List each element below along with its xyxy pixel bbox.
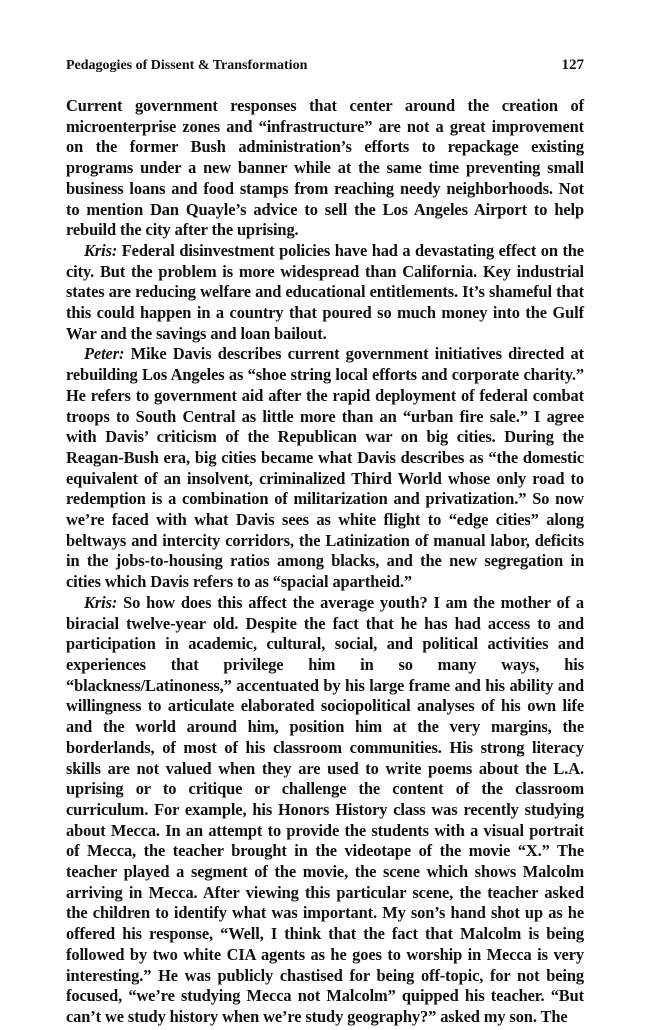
running-title: Pedagogies of Dissent & Transformation bbox=[66, 58, 308, 73]
body-text bbox=[66, 96, 584, 1028]
paragraph bbox=[66, 96, 584, 241]
speaker-label: Kris: bbox=[84, 592, 118, 612]
page-number: 127 bbox=[561, 57, 584, 73]
paragraph-text: Federal disinvestment policies have had a devastating effect on the city. But the problem is more widespread than California. Key industrial states are reducing welfare and educational entitlements. It’s shameful that this could happen in a country that poured so much money into the Gulf War and the savings and loan bailout. bbox=[66, 240, 584, 343]
paragraph bbox=[66, 593, 584, 1028]
running-head bbox=[66, 57, 584, 74]
paragraph-text: Current government responses that center around the creation of microenterprise zones and “infrastructure” are not a great improvement on the former Bush administration’s efforts to repackage existing programs under a new banner while at the same time preventing small business loans and food stamps from reaching needy neighborhoods. Not to mention Dan Quayle’s advice to sell the Los Angeles Airport to help rebuild the city after the uprising. bbox=[66, 96, 584, 240]
speaker-label: Peter: bbox=[84, 344, 125, 364]
paragraph bbox=[66, 241, 584, 345]
paragraph-text: So how does this affect the average youth? I am the mother of a biracial twelve-year old. Despite the fact that he has had access to and participation in academic, cultural, social, and political activities and experiences that privilege him in so many ways, his “blackness/Latinoness,” accentuated by his large frame and his ability and willingness to articulate elaborated sociopolitical analyses of his own life and the world around him, position him at the very margins, the borderlands, of most of his classroom communities. His strong literacy skills are not valued when they are used to write poems about the L.A. uprising or to critique or challenge the content of the classroom curriculum. For example, his Honors History class was recently studying about Mecca. In an attempt to provide the students with a visual portrait of Mecca, the teacher brought in the videotape of the movie “X.” The teacher played a segment of the movie, the scene which shows Malcolm arriving in Mecca. After viewing this particular scene, the teacher asked the children to identify what was important. My son’s hand shot up as he offered his response, “Well, I think that the fact that Malcolm is being followed by two white CIA agents as he goes to worship in Mecca is very interesting.” He was publicly chastised for being off-topic, for not being focused, “we’re studying Mecca not Malcolm” quipped his teacher. “But can’t we study history when we’re study geography?” asked my son. The bbox=[66, 592, 584, 1026]
speaker-label: Kris: bbox=[84, 240, 118, 260]
paragraph bbox=[66, 344, 584, 592]
paragraph-text: Mike Davis describes current government initiatives directed at rebuilding Los Angeles as “shoe string local efforts and corporate charity.” He refers to government aid after the rapid deployment of federal combat troops to South Central as little more than an “urban fire sale.” I agree with Davis’ criticism of the Republican war on big cities. During the Reagan-Bush era, big cities became what Davis describes as “the domestic equivalent of an insolvent, criminalized Third World whose only road to redemption is a combination of militarization and privatization.” So now we’re faced with what Davis sees as white flight to “edge cities” along beltways and intercity corridors, the Latinization of manual labor, deficits in the jobs-to-housing ratios among blacks, and the new segregation in cities which Davis refers to as “spacial apartheid.” bbox=[66, 344, 584, 592]
